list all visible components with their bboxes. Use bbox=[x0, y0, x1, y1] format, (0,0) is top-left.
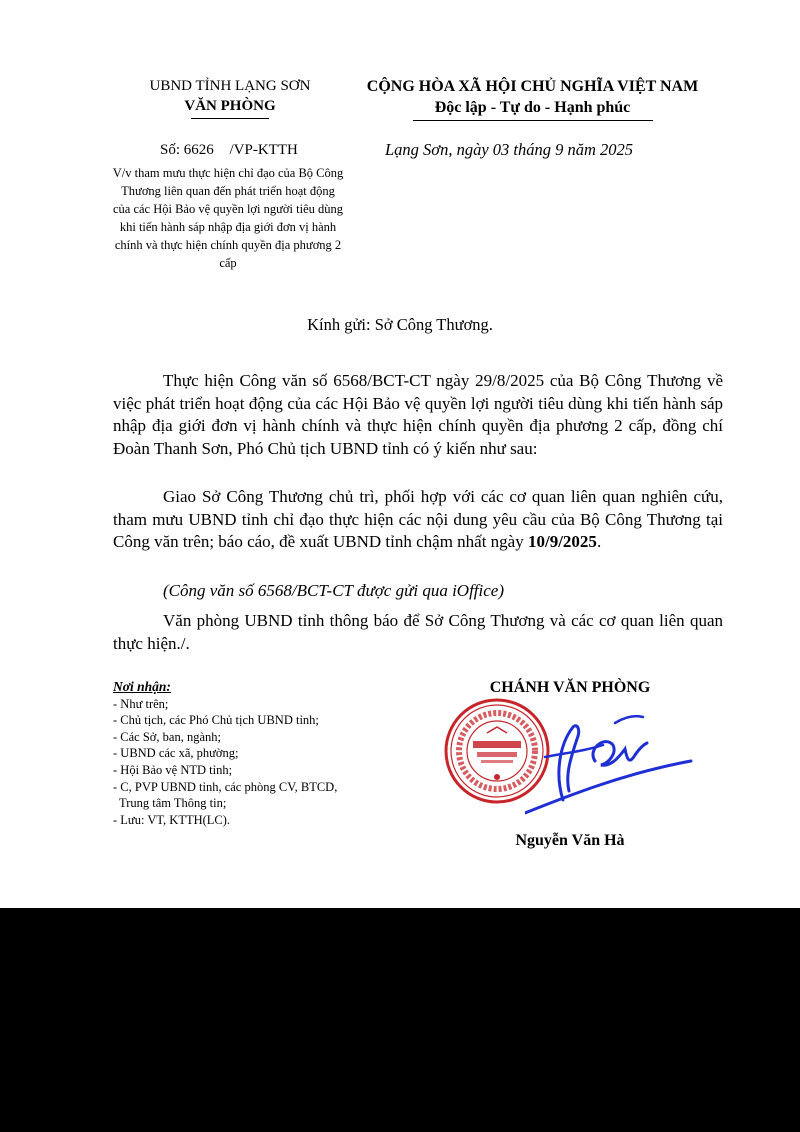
transmission-note-text: (Công văn số 6568/BCT-CT được gửi qua iOffice) bbox=[163, 581, 505, 600]
national-motto: Độc lập - Tự do - Hạnh phúc bbox=[434, 99, 631, 116]
deadline-date: 10/9/2025 bbox=[527, 532, 597, 551]
recipients-title: Nơi nhận: bbox=[113, 679, 171, 694]
body-paragraph-1-text: Thực hiện Công văn số 6568/BCT-CT ngày 29/8/2025 của Bộ Công Thương về việc phát triển hoạt động của các Hội Bảo vệ quyền lợi người tiêu dùng khi tiến hành sáp nhập địa giới đơn vị hành chính và thực hiện chính quyền địa phương 2 cấp, đồng chí Đoàn Thanh Sơn, Phó Chủ tịch UBND tỉnh có ý kiến như sau: bbox=[113, 371, 723, 458]
document-number-prefix: Số: bbox=[160, 142, 181, 158]
handwritten-signature-icon bbox=[525, 705, 695, 815]
scan-bottom-band bbox=[0, 908, 800, 1132]
document-number-value: 6626 bbox=[183, 142, 214, 158]
body-paragraph-2-text: Giao Sở Công Thương chủ trì, phối hợp với các cơ quan liên quan nghiên cứu, tham mưu UBND tỉnh chỉ đạo thực hiện các nội dung yêu cầu của Bộ Công Thương tại Công văn trên; báo cáo, đề xuất UBND tỉnh chậm nhất ngày bbox=[113, 487, 723, 551]
recipient-item: - Các Sở, ban, ngành; bbox=[113, 729, 221, 744]
recipient-item: Trung tâm Thông tin; bbox=[113, 796, 227, 811]
body-paragraph-2-end: . bbox=[596, 532, 602, 551]
national-title: CỘNG HÒA XÃ HỘI CHỦ NGHĨA VIỆT NAM bbox=[366, 78, 699, 95]
body-paragraph-3 bbox=[113, 610, 723, 655]
recipient-item: - Như trên; bbox=[113, 696, 169, 711]
body-paragraph-1 bbox=[113, 370, 723, 460]
signatory-title: CHÁNH VĂN PHÒNG bbox=[489, 679, 651, 696]
recipients-block bbox=[113, 679, 403, 828]
document-subject: V/v tham mưu thực hiện chỉ đạo của Bộ Công Thương liên quan đến phát triển hoạt động của các Hội Bảo vệ quyền lợi người tiêu dùng khi tiến hành sáp nhập địa giới đơn vị hành chính và thực hiện chính quyền địa phương 2 cấp bbox=[112, 166, 344, 270]
signatory-name: Nguyễn Văn Hà bbox=[515, 832, 625, 849]
document-number-suffix: /VP-KTTH bbox=[229, 142, 298, 158]
transmission-note bbox=[113, 580, 723, 603]
national-header bbox=[345, 76, 720, 121]
recipient-item: - UBND các xã, phường; bbox=[113, 746, 239, 761]
date-line: Lạng Sơn, ngày 03 tháng 9 năm 2025 bbox=[385, 140, 634, 159]
motto-underline bbox=[413, 120, 653, 121]
document-number bbox=[160, 142, 298, 159]
agency-underline bbox=[191, 118, 269, 119]
body-paragraph-2 bbox=[113, 486, 723, 554]
agency-office: VĂN PHÒNG bbox=[184, 98, 276, 114]
recipient-item: - Chủ tịch, các Phó Chủ tịch UBND tỉnh; bbox=[113, 713, 319, 728]
recipient-item: - Hội Bảo vệ NTD tỉnh; bbox=[113, 762, 233, 777]
agency-name: UBND TỈNH LẠNG SƠN bbox=[149, 78, 311, 94]
body-paragraph-3-text: Văn phòng UBND tỉnh thông báo để Sở Công Thương và các cơ quan liên quan thực hiện./. bbox=[113, 611, 723, 653]
recipient-item: - C, PVP UBND tỉnh, các phòng CV, BTCD, bbox=[113, 779, 338, 794]
addressee: Kính gửi: Sở Công Thương. bbox=[307, 315, 493, 334]
recipient-item: - Lưu: VT, KTTH(LC). bbox=[113, 812, 231, 827]
agency-header bbox=[120, 76, 340, 119]
